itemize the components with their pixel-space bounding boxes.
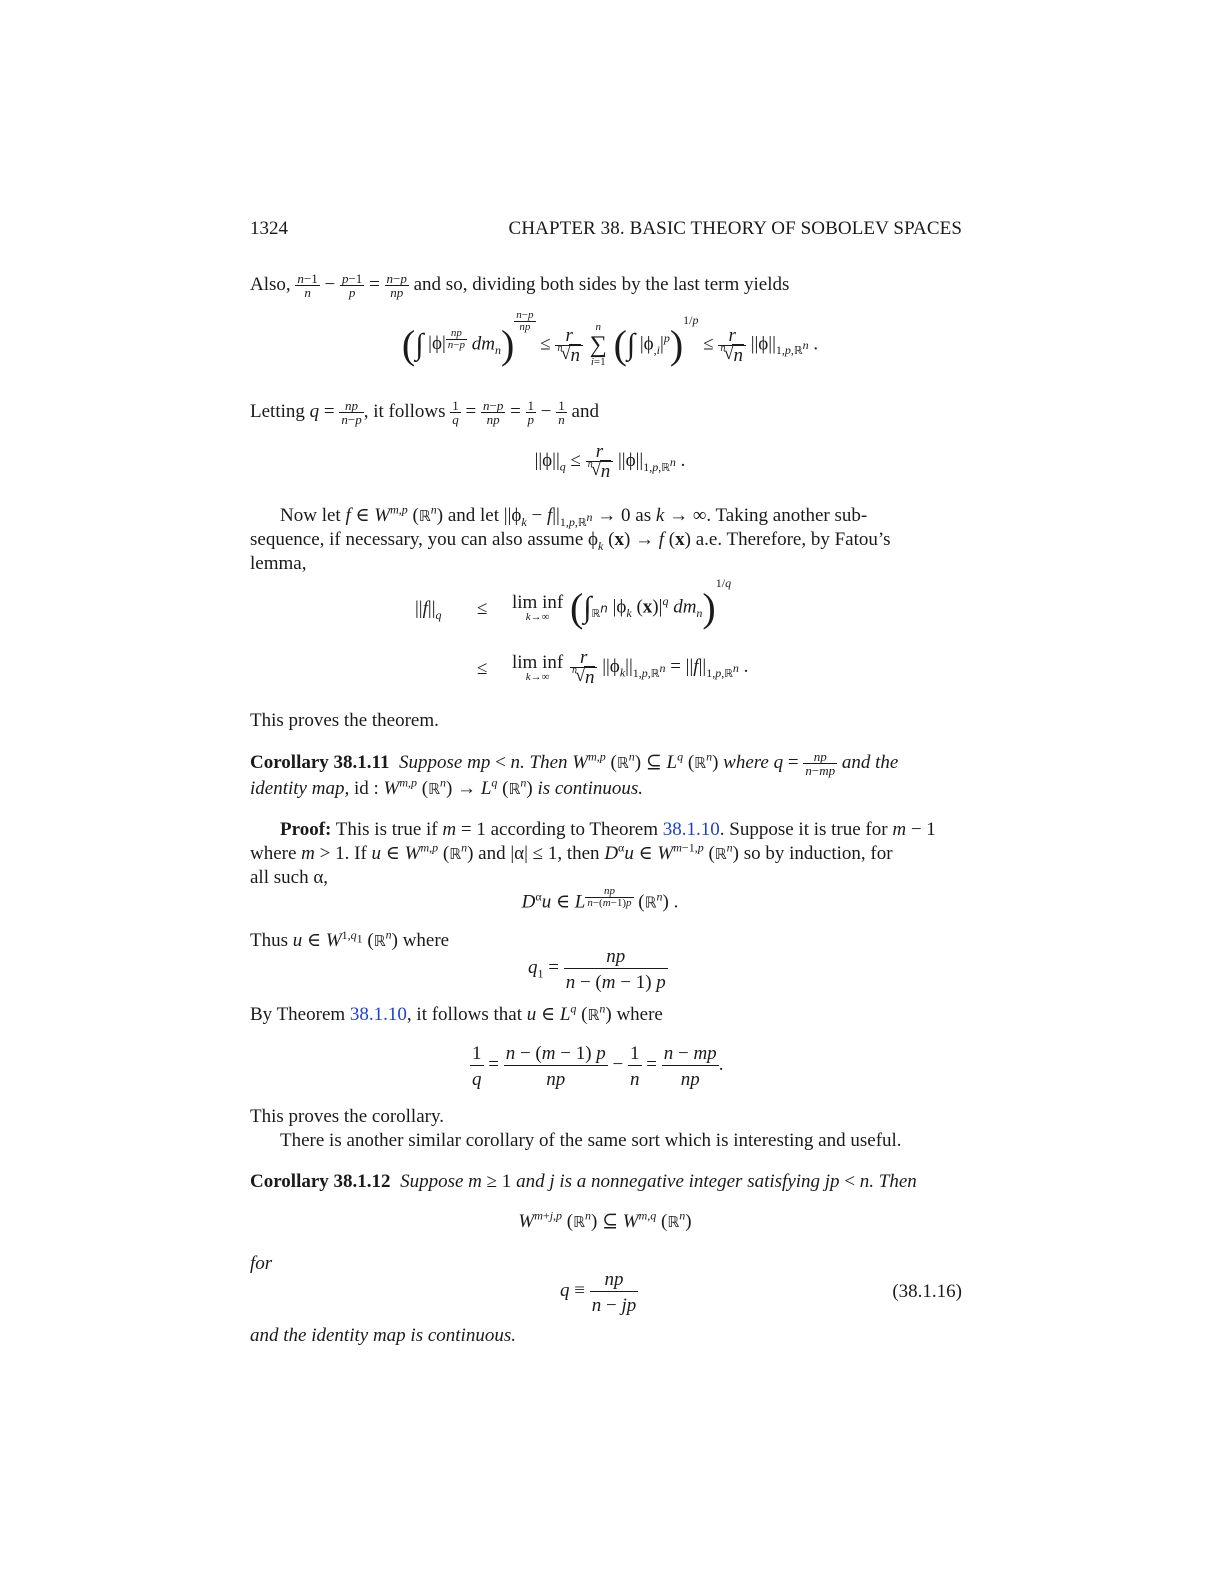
text-cor11-where: where bbox=[723, 751, 769, 773]
text-proves-theorem: This proves the theorem. bbox=[250, 710, 439, 731]
paragraph-also: Also, $\frac{n-1}{n}$ − $\frac{p-1}{p}$ = $\frac{n-p}{np}$ and so, dividing both sides by the last term yields bbox=[250, 271, 790, 300]
paragraph-by-theorem: By Theorem 38.1.10, it follows that u ∈ $L^q$ (ℝ$^n$) where bbox=[250, 1001, 663, 1025]
text-proves-corollary: This proves the corollary. bbox=[250, 1106, 444, 1127]
text-cor11-and-the: and the bbox=[841, 751, 899, 773]
text-letting-mid: , it follows bbox=[363, 400, 446, 422]
text-cor11-then: . Then bbox=[520, 751, 568, 773]
text-cor12-for bbox=[250, 1252, 272, 1276]
text-cor11-identity: identity map, bbox=[250, 778, 350, 799]
text-cor12-is: is a nonnegative integer satisfying bbox=[559, 1171, 821, 1192]
text-now-line2: sequence, if necessary, you can also assume bbox=[250, 529, 584, 550]
theorem-link[interactable]: 38.1.10 bbox=[662, 819, 720, 840]
page bbox=[250, 0, 962, 1584]
text-now-and-let: and let bbox=[447, 505, 500, 526]
equation-number: (38.1.16) bbox=[892, 1281, 962, 1302]
text-by-theorem-prefix: By Theorem bbox=[250, 1004, 346, 1025]
equation-holder-q-def: q ≡ $\frac{np}{n - jp}$ bbox=[560, 1269, 637, 1316]
text-now-line1: Now let bbox=[280, 505, 341, 526]
corollary-38-1-11: Corollary 38.1.11 Suppose mp < n. Then W$^{m,p}$ (ℝ$^n$) ⊆ $L^q$ (ℝ$^n$) where q = $\frac{np}{n-mp}$ and the identity map, id : W$^{m,p}$ (ℝ$^n$) → $L^q$ (ℝ$^n$) is continuous. bbox=[250, 749, 899, 799]
text-cor12-suppose: Suppose bbox=[400, 1171, 464, 1192]
text-proof-line2b: . If bbox=[344, 843, 367, 864]
equation-holder-inclusion: $W^{m+j,p}$ (ℝ$^n$) ⊆ W$^{m,q}$ (ℝ$^n$) bbox=[518, 1208, 692, 1232]
text-cor12-then: . Then bbox=[869, 1171, 917, 1192]
text-now-ae: a.e. Therefore, by Fatou’s bbox=[695, 529, 891, 550]
text-proof-line1a: This is true if bbox=[335, 819, 438, 840]
equation-holder-one-over-q: $\frac{1}{q}$ = $\frac{n - (m - 1) p}{np}$ − $\frac{1}{n}$ = $\frac{n - mp}{np}$ . bbox=[472, 1043, 724, 1090]
text-cor12-and: and bbox=[516, 1171, 545, 1192]
text-also-suffix: and so, dividing both sides by the last term yields bbox=[413, 273, 790, 295]
proof-label: Proof: bbox=[280, 819, 332, 840]
paragraph-letting: Letting q = $\frac{np}{n-p}$ , it follows $\frac{1}{q}$ = $\frac{n-p}{np}$ = $\frac{1}{p}$ − $\frac{1}{n}$ and bbox=[250, 398, 599, 427]
text-proof-line2a: where bbox=[250, 843, 297, 864]
chapter-title: CHAPTER 38. BASIC THEORY OF SOBOLEV SPACES bbox=[508, 218, 962, 239]
text-now-line3: lemma, bbox=[250, 553, 307, 574]
paragraph-thus: Thus u ∈ $W^{1,q_1}$ (ℝ$^n$) where bbox=[250, 927, 450, 951]
text-proof-line2d: , then bbox=[557, 843, 600, 864]
text-cor12-for-label: for bbox=[250, 1253, 273, 1274]
text-proof-line2e: so by induction, for bbox=[743, 843, 893, 864]
text-another-corollary: There is another similar corollary of the same sort which is interesting and useful. bbox=[280, 1130, 902, 1151]
text-proof-line3: all such bbox=[250, 867, 309, 888]
text-cor11-continuous: is continuous. bbox=[537, 778, 643, 799]
text-letting-and: and bbox=[571, 400, 599, 422]
text-cor12-final-label: and the identity map is continuous. bbox=[250, 1325, 516, 1346]
corollary-38-1-12: Corollary 38.1.12 Suppose m ≥ 1 and j is a nonnegative integer satisfying jp < n. Then bbox=[250, 1171, 917, 1192]
proof-paragraph: Proof: This is true if m = 1 according to Theorem 38.1.10. Suppose it is true for m − 1 where m > 1. If u ∈ W$^{m,p}$ (ℝ$^n$) and |α| ≤ 1, then $D^\alpha u$ ∈ $W^{m-1,p}$ (ℝ$^n$) so by induction, for all such α, bbox=[250, 819, 936, 888]
text-now-taking: . Taking another sub- bbox=[706, 505, 868, 526]
text-cor11-suppose: Suppose bbox=[399, 751, 463, 773]
text-thus-where: where bbox=[402, 930, 450, 951]
text-letting-prefix: Letting bbox=[250, 400, 305, 422]
paragraph-now-let: Now let f ∈ W$^{m,p}$ (ℝ$^n$) and let $||\phi_k - f||_{1,p,ℝ^n} \to 0$ as k → ∞. Taking another sub- sequence, if necessary, you can also assume $\phi_k$ (x) → f (x) a.e. Therefore, by Fatou’s lemma, bbox=[250, 504, 962, 576]
text-also-prefix: Also, bbox=[250, 273, 291, 295]
text-now-as: as bbox=[635, 505, 652, 526]
text-thus-prefix: Thus bbox=[250, 930, 288, 951]
text-proof-line2c: and bbox=[478, 843, 506, 864]
page-number: 1324 bbox=[250, 218, 288, 239]
text-proof-line1c: . Suppose it is true for bbox=[719, 819, 888, 840]
equation-holder-q1: $q_1$ = $\frac{np}{n - (m - 1) p}$ bbox=[528, 946, 666, 993]
equation-holder-norm-q: $||\phi||_q$ ≤ r √ n n $||\phi||_{1,p,ℝ^n}$ . bbox=[450, 442, 770, 492]
equation-holder-fatou: $||f||_q$ ≤ lim inf k→∞ ($\int_{ℝ^n}$ $|\phi_k$ $(x)|^q$ $dm_n)^{1/q}$ ≤ lim inf k→∞ r √ n n $||\phi_k||_{1,p,ℝ^n} = ||f||_{1,p,ℝ^n}$ . bbox=[415, 588, 865, 698]
text-proof-line1b: according to Theorem bbox=[490, 819, 659, 840]
equation-holder-dalpha: $D^\alpha u$ ∈ L $^{\frac{np}{n-(m-1)p}}$ (ℝ$^n$) . bbox=[521, 885, 679, 913]
text-by-theorem-suffix: , it follows that bbox=[406, 1004, 522, 1025]
corollary-12-label: Corollary 38.1.12 bbox=[250, 1171, 391, 1192]
text-by-theorem-where: where bbox=[616, 1004, 663, 1025]
equation-holder-inequality: (∫ |ϕ| $^{\frac{np}{n-p}}$ $dm_n$) $^{\frac{n-p}{np}}$ ≤ r √ n n n ∑ i=1 (∫ $|\phi_{,i}|^p)^{1/p}$ ≤ r √ n n $||\phi||_{1,p,ℝ^n}$ . bbox=[350, 322, 870, 386]
text-cor12-final bbox=[250, 1324, 516, 1348]
theorem-link-2[interactable]: 38.1.10 bbox=[349, 1004, 407, 1025]
corollary-11-label: Corollary 38.1.11 bbox=[250, 751, 390, 773]
page-header bbox=[250, 218, 962, 244]
